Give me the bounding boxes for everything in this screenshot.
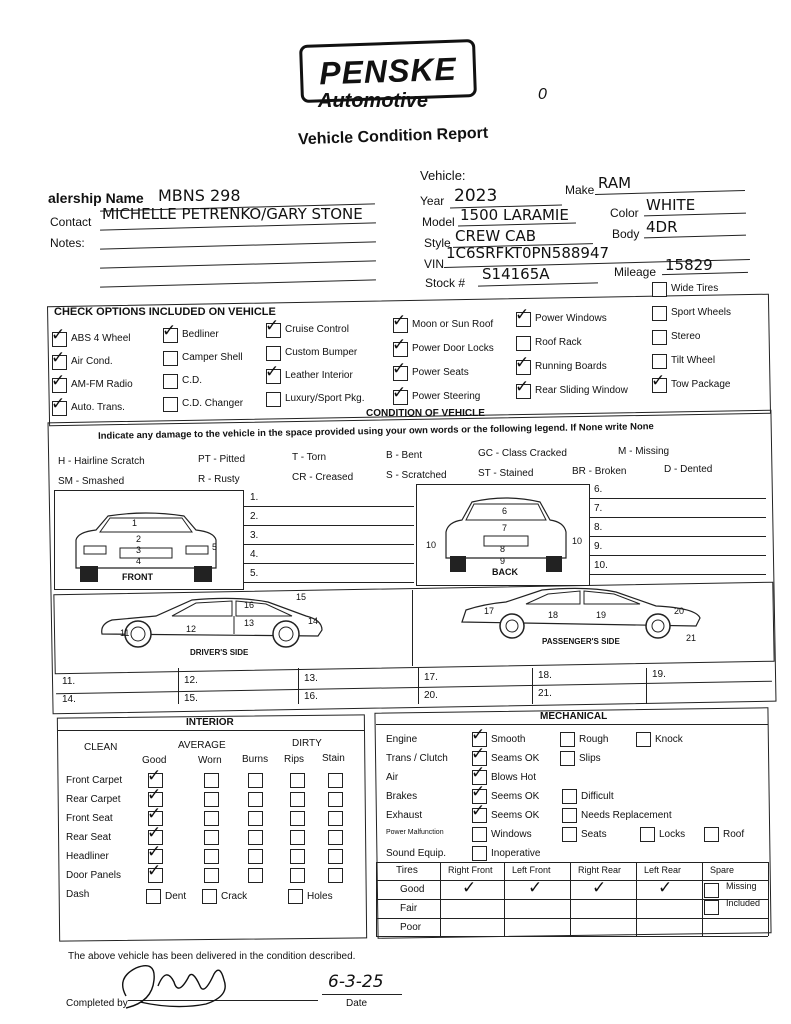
option-label: C.D.	[182, 375, 202, 386]
interior-row-label: Headliner	[66, 851, 109, 862]
color-value[interactable]: WHITE	[646, 196, 696, 214]
damage-cell-number: 14.	[62, 694, 76, 705]
mech-option-label: Inoperative	[491, 848, 541, 859]
interior-row-label: Rear Carpet	[66, 794, 121, 805]
make-label: Make	[565, 183, 595, 197]
check-mark-icon: ✓	[147, 804, 162, 824]
mech-option-label: Windows	[491, 829, 532, 840]
back-num: 7	[502, 523, 508, 533]
contact-label: Contact	[50, 215, 92, 229]
check-mark-icon: ✓	[147, 842, 162, 862]
mech-row-label: Engine	[386, 734, 418, 745]
legend-item: B - Bent	[386, 450, 423, 461]
check-mark-icon: ✓	[147, 785, 162, 805]
tires-header: Spare	[710, 865, 735, 875]
spare-option-label: Included	[726, 898, 761, 908]
legend-item: T - Torn	[292, 452, 327, 463]
mech-checkbox[interactable]	[560, 751, 575, 766]
sub-brand: Automotive	[318, 90, 428, 112]
damage-cell-number: 16.	[304, 691, 318, 702]
damage-line[interactable]	[244, 563, 414, 564]
damage-line-number: 4.	[250, 549, 259, 560]
corner-mark: 0	[538, 86, 547, 103]
option-checkbox[interactable]	[162, 321, 178, 343]
damage-line[interactable]	[244, 506, 414, 507]
damage-line[interactable]	[244, 544, 414, 545]
mech-option-label: Difficult	[581, 791, 614, 802]
passenger-label: PASSENGER'S SIDE	[542, 637, 620, 646]
mech-row-label: Exhaust	[386, 810, 423, 821]
mech-option-label: Seats	[581, 829, 607, 840]
damage-line[interactable]	[244, 582, 414, 583]
option-label: Cruise Control	[285, 324, 349, 335]
option-label: AM-FM Radio	[71, 379, 133, 390]
option-label: Power Steering	[412, 391, 481, 402]
interior-checkbox[interactable]	[328, 811, 343, 826]
date-value[interactable]: 6-3-25	[328, 972, 384, 992]
option-label: Custom Bumper	[285, 347, 358, 358]
dash-checkbox[interactable]	[202, 889, 217, 904]
driver-num: 16	[244, 600, 255, 610]
damage-cell-number: 17.	[424, 671, 438, 683]
tires-col-line	[768, 862, 770, 936]
col-divider	[418, 668, 420, 704]
stock-value[interactable]: S14165A	[482, 265, 550, 283]
check-mark-icon: ✓	[471, 725, 486, 745]
option-label: Stereo	[671, 331, 701, 342]
interior-checkbox[interactable]	[147, 861, 163, 883]
option-label: Roof Rack	[535, 337, 582, 348]
year-value[interactable]: 2023	[454, 186, 498, 206]
damage-line-number: 6.	[594, 484, 603, 495]
mech-option-label: Smooth	[491, 734, 526, 745]
option-checkbox[interactable]	[51, 348, 67, 370]
logo-text: PENSKE	[318, 50, 458, 91]
check-mark-icon: ✓	[51, 325, 66, 345]
mech-checkbox[interactable]	[560, 732, 575, 747]
check-mark-icon: ✓	[515, 305, 530, 325]
date-label: Date	[346, 998, 368, 1009]
mech-checkbox[interactable]	[472, 846, 487, 861]
back-num: 8	[500, 544, 506, 554]
option-label: Sport Wheels	[671, 307, 732, 318]
damage-cell-number: 15.	[184, 692, 198, 704]
driver-num: 15	[296, 592, 307, 602]
check-mark-icon: ✓	[392, 311, 407, 331]
legend-item: CR - Creased	[292, 472, 354, 483]
mech-checkbox[interactable]	[704, 827, 719, 842]
damage-cell-number: 19.	[652, 668, 666, 680]
check-mark-icon: ✓	[51, 371, 66, 391]
mech-option-label: Seems OK	[491, 810, 540, 821]
option-checkbox[interactable]	[652, 306, 667, 321]
legend-item: SM - Smashed	[58, 476, 125, 487]
damage-line-number: 1.	[250, 492, 259, 503]
back-car-diagram	[436, 492, 576, 574]
tires-col-line	[702, 862, 704, 936]
option-checkbox[interactable]	[163, 397, 178, 412]
check-mark-icon: ✓	[471, 801, 486, 821]
page-title: Vehicle Condition Report	[297, 124, 489, 149]
col-divider	[178, 668, 180, 704]
interior-checkbox[interactable]	[290, 811, 305, 826]
interior-checkbox[interactable]	[290, 868, 305, 883]
spare-checkbox[interactable]	[704, 883, 719, 898]
option-label: Auto. Trans.	[71, 402, 125, 413]
option-label: Power Windows	[535, 313, 607, 324]
option-checkbox[interactable]	[652, 354, 667, 369]
back-num: 9	[500, 556, 506, 566]
check-mark-icon: ✓	[147, 861, 162, 881]
interior-checkbox[interactable]	[328, 868, 343, 883]
option-checkbox[interactable]	[392, 335, 408, 357]
option-checkbox[interactable]	[392, 383, 408, 405]
mech-option-label: Needs Replacement	[581, 810, 672, 821]
condition-instruction: Indicate any damage to the vehicle in the space provided using your own words or the following legend. If None write None	[97, 421, 654, 442]
driver-side-diagram	[96, 594, 326, 650]
option-checkbox[interactable]	[651, 371, 667, 393]
dealership-value[interactable]: MBNS 298	[158, 186, 241, 205]
option-checkbox[interactable]	[515, 353, 531, 375]
passenger-num: 20	[674, 606, 685, 616]
interior-checkbox[interactable]	[328, 849, 343, 864]
condition-heading: CONDITION OF VEHICLE	[366, 408, 485, 419]
clean-label: CLEAN	[84, 742, 118, 753]
option-label: Leather Interior	[285, 370, 353, 381]
check-mark-icon: ✓	[51, 348, 66, 368]
vehicle-heading: Vehicle:	[420, 168, 466, 183]
style-value[interactable]: CREW CAB	[455, 227, 536, 245]
option-label: Tow Package	[671, 379, 731, 390]
option-label: Bedliner	[182, 329, 219, 340]
check-mark-icon: ✓	[147, 823, 162, 843]
option-label: C.D. Changer	[182, 398, 244, 409]
check-mark-icon: ✓	[392, 383, 407, 403]
interior-row-label: Door Panels	[66, 870, 122, 881]
back-num: 10	[426, 540, 437, 550]
interior-checkbox[interactable]	[328, 792, 343, 807]
option-checkbox[interactable]	[392, 359, 408, 381]
check-mark-icon: ✓	[162, 321, 177, 341]
option-label: Wide Tires	[671, 283, 719, 294]
option-checkbox[interactable]	[266, 346, 281, 361]
interior-checkbox[interactable]	[328, 830, 343, 845]
tires-header: Left Front	[512, 865, 551, 875]
mech-option-label: Seams OK	[491, 753, 540, 764]
legend-item: GC - Class Cracked	[478, 448, 567, 459]
front-label: FRONT	[122, 572, 153, 582]
body-label: Body	[612, 227, 640, 241]
body-value[interactable]: 4DR	[646, 218, 678, 236]
option-checkbox[interactable]	[652, 282, 667, 297]
model-label: Model	[422, 215, 455, 229]
style-label: Style	[424, 236, 451, 250]
check-mark-icon: ✓	[265, 316, 280, 336]
driver-num: 14	[308, 616, 319, 626]
interior-col-header: Rips	[284, 753, 305, 765]
interior-checkbox[interactable]	[290, 849, 305, 864]
option-checkbox[interactable]	[652, 330, 667, 345]
option-label: Air Cond.	[71, 356, 113, 367]
tires-header: Right Rear	[578, 865, 622, 875]
damage-line-number: 3.	[250, 530, 259, 541]
notes-label: Notes:	[50, 236, 85, 250]
options-heading: CHECK OPTIONS INCLUDED ON VEHICLE	[54, 306, 276, 318]
legend-item: D - Dented	[664, 464, 713, 475]
check-mark-icon: ✓	[392, 359, 407, 379]
year-label: Year	[420, 194, 445, 208]
option-checkbox[interactable]	[163, 374, 178, 389]
color-label: Color	[610, 206, 639, 220]
spare-option-label: Missing	[726, 881, 757, 891]
damage-line[interactable]	[590, 574, 766, 575]
damage-line[interactable]	[590, 498, 766, 499]
option-checkbox[interactable]	[51, 325, 67, 347]
option-checkbox[interactable]	[51, 371, 67, 393]
damage-cell-number: 21.	[538, 688, 552, 699]
option-label: Power Seats	[412, 367, 469, 378]
tires-header: Right Front	[448, 865, 493, 875]
dash-checkbox[interactable]	[146, 889, 161, 904]
interior-checkbox[interactable]	[204, 868, 219, 883]
mech-row-label: Sound Equip.	[386, 848, 447, 859]
check-mark-icon: ✓	[51, 394, 66, 414]
vin-label: VIN	[424, 257, 445, 271]
dealership-label: alership Name	[48, 190, 144, 206]
col-divider	[646, 668, 648, 704]
tires-col-line	[504, 862, 506, 936]
tires-row-label: Fair	[400, 903, 418, 914]
passenger-num: 18	[548, 610, 559, 620]
damage-line-number: 9.	[594, 541, 603, 552]
tires-row-line	[376, 936, 768, 937]
tires-col-line	[440, 862, 442, 936]
interior-heading: INTERIOR	[186, 717, 234, 728]
back-label: BACK	[492, 567, 518, 577]
option-checkbox[interactable]	[516, 336, 531, 351]
front-num: 4	[136, 556, 142, 566]
check-mark-icon: ✓	[265, 362, 280, 382]
check-mark-icon: ✓	[651, 371, 666, 391]
passenger-num: 19	[596, 610, 607, 620]
mech-checkbox[interactable]	[562, 827, 577, 842]
signature	[96, 956, 246, 1014]
check-mark-icon: ✓	[471, 744, 486, 764]
interior-checkbox[interactable]	[248, 811, 263, 826]
check-mark-icon: ✓	[515, 377, 530, 397]
mech-option-label: Locks	[659, 829, 686, 840]
damage-cell-number: 12.	[184, 674, 198, 686]
interior-checkbox[interactable]	[290, 792, 305, 807]
passenger-num: 17	[484, 606, 495, 616]
spare-checkbox[interactable]	[704, 900, 719, 915]
front-num: 1	[132, 518, 138, 528]
option-label: Rear Sliding Window	[535, 385, 628, 396]
mech-row-label: Air	[386, 772, 399, 783]
driver-num: 12	[186, 624, 197, 634]
damage-line-number: 10.	[594, 560, 608, 571]
option-checkbox[interactable]	[265, 362, 281, 384]
check-mark-icon: ✓	[392, 335, 407, 355]
check-mark-icon: ✓	[528, 878, 543, 898]
damage-line-number: 7.	[594, 503, 603, 514]
damage-line[interactable]	[590, 555, 766, 556]
legend-item: H - Hairline Scratch	[58, 456, 145, 467]
driver-num: 11	[120, 628, 130, 638]
passenger-num: 21	[686, 633, 697, 643]
dash-option-label: Crack	[221, 891, 248, 902]
interior-checkbox[interactable]	[248, 792, 263, 807]
mech-checkbox[interactable]	[640, 827, 655, 842]
mech-checkbox[interactable]	[562, 808, 577, 823]
tires-header: Tires	[396, 865, 418, 876]
legend-item: ST - Stained	[478, 468, 534, 479]
mech-option-label: Seems OK	[491, 791, 540, 802]
tires-col-line	[636, 862, 638, 936]
interior-checkbox[interactable]	[248, 868, 263, 883]
mileage-label: Mileage	[614, 265, 657, 279]
mech-option-label: Rough	[579, 734, 609, 745]
legend-item: R - Rusty	[198, 474, 240, 485]
front-num: 3	[136, 545, 142, 555]
damage-line[interactable]	[244, 525, 414, 526]
damage-line-number: 8.	[594, 522, 603, 533]
interior-col-header: Worn	[198, 754, 222, 766]
option-label: Running Boards	[535, 361, 607, 372]
check-mark-icon: ✓	[471, 782, 486, 802]
check-mark-icon: ✓	[515, 353, 530, 373]
front-num: 5	[212, 542, 218, 552]
col-divider	[298, 668, 300, 704]
legend-item: PT - Pitted	[198, 454, 246, 465]
option-checkbox[interactable]	[265, 316, 281, 338]
legend-item: BR - Broken	[572, 466, 627, 477]
option-label: Luxury/Sport Pkg.	[285, 393, 365, 404]
model-value[interactable]: 1500 LARAMIE	[460, 206, 569, 224]
dash-label: Dash	[66, 889, 90, 900]
driver-num: 13	[244, 618, 255, 628]
interior-checkbox[interactable]	[204, 792, 219, 807]
mech-checkbox[interactable]	[472, 827, 487, 842]
option-checkbox[interactable]	[515, 305, 531, 327]
dash-option-label: Holes	[307, 891, 333, 902]
mech-option-label: Roof	[723, 829, 745, 840]
damage-line-number: 2.	[250, 511, 259, 522]
legend-item: S - Scratched	[386, 470, 447, 481]
tires-col-line	[570, 862, 572, 936]
tires-row-label: Good	[400, 884, 425, 895]
tires-row-label: Poor	[400, 922, 422, 933]
interior-checkbox[interactable]	[204, 830, 219, 845]
check-mark-icon: ✓	[471, 763, 486, 783]
interior-row-label: Front Carpet	[66, 775, 123, 786]
completed-label: Completed by	[66, 998, 128, 1009]
mech-option-label: Blows Hot	[491, 772, 537, 783]
interior-col-header: Good	[142, 755, 167, 766]
mech-option-label: Knock	[655, 734, 683, 745]
option-checkbox[interactable]	[515, 377, 531, 399]
check-mark-icon: ✓	[147, 766, 162, 786]
interior-checkbox[interactable]	[204, 773, 219, 788]
front-num: 2	[136, 534, 142, 544]
damage-cell-number: 18.	[538, 670, 552, 681]
dirty-label: DIRTY	[292, 738, 322, 749]
interior-checkbox[interactable]	[248, 849, 263, 864]
vin-value[interactable]: 1C6SRFKT0PN588947	[446, 244, 610, 262]
mech-row-label: Power Malfunction	[386, 829, 444, 836]
tires-row-line	[376, 880, 768, 881]
interior-checkbox[interactable]	[328, 773, 343, 788]
option-label: ABS 4 Wheel	[71, 333, 131, 344]
damage-line[interactable]	[590, 536, 766, 537]
dash-option-label: Dent	[165, 891, 187, 902]
option-label: Tilt Wheel	[671, 355, 716, 366]
mileage-value[interactable]: 15829	[665, 256, 713, 274]
mech-option-label: Slips	[579, 753, 601, 764]
mechanical-heading: MECHANICAL	[540, 711, 608, 722]
interior-row-label: Rear Seat	[66, 832, 112, 843]
interior-checkbox[interactable]	[204, 811, 219, 826]
check-mark-icon: ✓	[592, 878, 607, 898]
legend-item: M - Missing	[618, 446, 670, 457]
tires-row-line	[376, 862, 768, 863]
col-divider	[532, 668, 534, 704]
back-num: 6	[502, 506, 508, 516]
interior-checkbox[interactable]	[248, 830, 263, 845]
interior-col-header: Burns	[242, 754, 269, 765]
interior-checkbox[interactable]	[290, 773, 305, 788]
damage-line-number: 5.	[250, 568, 259, 579]
option-checkbox[interactable]	[266, 392, 281, 407]
stock-label: Stock #	[425, 276, 466, 290]
check-mark-icon: ✓	[462, 878, 477, 898]
option-label: Power Door Locks	[412, 343, 494, 354]
interior-checkbox[interactable]	[248, 773, 263, 788]
tires-row-line	[376, 918, 768, 919]
mech-checkbox[interactable]	[636, 732, 651, 747]
mech-row-label: Brakes	[386, 791, 418, 802]
check-mark-icon: ✓	[658, 878, 673, 898]
option-checkbox[interactable]	[51, 394, 67, 416]
mech-checkbox[interactable]	[562, 789, 577, 804]
tires-col-line	[376, 862, 378, 936]
contact-value[interactable]: MICHELLE PETRENKO/GARY STONE	[102, 205, 363, 223]
interior-checkbox[interactable]	[290, 830, 305, 845]
damage-cell-number: 11.	[62, 676, 76, 687]
mech-checkbox[interactable]	[471, 801, 487, 823]
average-label: AVERAGE	[178, 740, 226, 751]
interior-row-label: Front Seat	[66, 813, 113, 824]
damage-cell-number: 20.	[424, 689, 438, 701]
interior-checkbox[interactable]	[204, 849, 219, 864]
dash-checkbox[interactable]	[288, 889, 303, 904]
interior-col-header: Stain	[322, 753, 345, 764]
make-value[interactable]: RAM	[598, 174, 632, 192]
tires-header: Left Rear	[644, 865, 682, 875]
delivery-statement: The above vehicle has been delivered in the condition described.	[68, 951, 356, 962]
option-checkbox[interactable]	[163, 351, 178, 366]
driver-label: DRIVER'S SIDE	[190, 648, 249, 657]
damage-line[interactable]	[590, 517, 766, 518]
damage-cell-number: 13.	[304, 673, 318, 684]
option-label: Camper Shell	[182, 352, 243, 363]
back-num: 10	[572, 536, 583, 546]
option-checkbox[interactable]	[392, 311, 408, 333]
option-label: Moon or Sun Roof	[412, 319, 494, 330]
mech-row-label: Trans / Clutch	[386, 753, 448, 764]
